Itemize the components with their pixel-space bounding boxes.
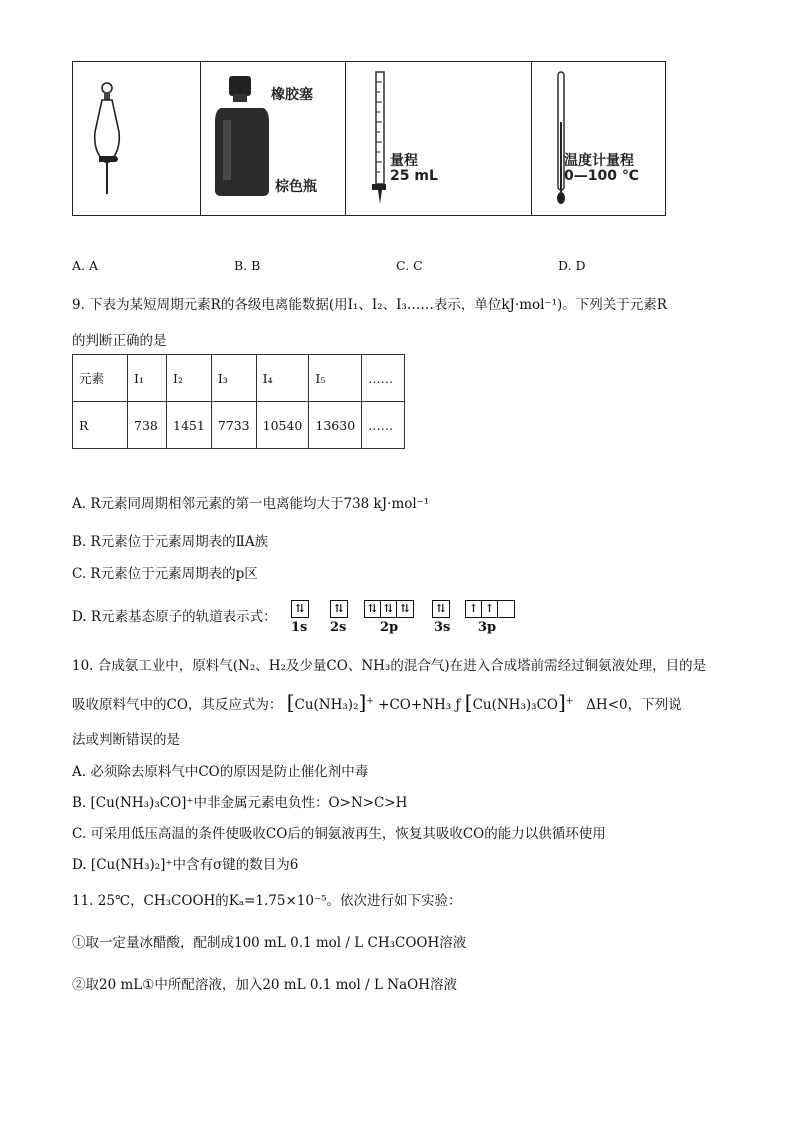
q11-stem: 11. 25℃，CH₃COOH的Kₐ=1.75×10⁻⁵。依次进行如下实验： — [72, 893, 462, 909]
q9-option-c: C. R元素位于元素周期表的p区 — [72, 566, 258, 582]
table-cell: 738 — [128, 402, 167, 449]
q10-stem-3: 法或判断错误的是 — [72, 732, 180, 748]
q10-stem-1: 10. 合成氨工业中，原料气(N₂、H₂及少量CO、NH₃的混合气)在进入合成塔前需经过铜氨液处理，目的是 — [72, 658, 707, 674]
q8-option-b: B. B — [234, 258, 261, 273]
q8-option-c: C. C — [396, 258, 423, 273]
orbital-2p: ⇅ ⇅ ⇅ — [364, 600, 414, 618]
q9-option-a: A. R元素同周期相邻元素的第一电离能均大于738 kJ·mol⁻¹ — [72, 496, 430, 512]
range-label: 量程 — [390, 153, 418, 169]
table-row — [73, 402, 405, 449]
stopper-label: 橡胶塞 — [271, 87, 313, 103]
equation-middle: +CO+NH₃ ƒ — [378, 697, 465, 713]
q9-option-d: D. R元素基态原子的轨道表示式： — [72, 609, 277, 625]
table-header-cell: 元素 — [73, 355, 128, 402]
equipment-cell-d — [532, 62, 665, 215]
table-header-cell: I₁ — [128, 355, 167, 402]
table-cell: 10540 — [256, 402, 309, 449]
table-cell: 7733 — [211, 402, 256, 449]
equipment-cell-a — [73, 62, 201, 215]
q9-stem-1: 9. 下表为某短周期元素R的各级电离能数据(用I₁、I₂、I₃……表示，单位kJ·mol⁻¹)。下列关于元素R — [72, 297, 667, 313]
thermometer-range-value: 0—100 ℃ — [564, 168, 639, 184]
q10-stem-2-text: 吸收原料气中的CO，其反应式为： — [72, 697, 283, 713]
range-value: 25 mL — [390, 168, 438, 184]
q11-step-2: ②取20 mL①中所配溶液，加入20 mL 0.1 mol / L NaOH溶液 — [72, 977, 457, 993]
thermometer-icon — [544, 62, 584, 215]
separatory-funnel-icon — [73, 62, 201, 215]
q10-stem-2: 吸收原料气中的CO，其反应式为： [Cu(NH₃)₂]+ +CO+NH₃ ƒ [Cu(NH₃)₃CO]+ ΔH<0，下列说 — [72, 690, 682, 714]
orbital-3p: ↑ ↑ — [465, 600, 515, 618]
q8-option-d: D. D — [558, 258, 586, 273]
table-header-cell: I₅ — [309, 355, 362, 402]
orbital-label-3s: 3s — [434, 620, 451, 635]
table-header-row — [73, 355, 405, 402]
table-cell: …… — [362, 402, 405, 449]
equipment-cell-b — [201, 62, 346, 215]
equipment-table — [72, 61, 666, 216]
orbital-label-3p: 3p — [478, 620, 497, 635]
table-header-cell: I₃ — [211, 355, 256, 402]
q11-step-1: ①取一定量冰醋酸，配制成100 mL 0.1 mol / L CH₃COOH溶液 — [72, 935, 467, 951]
orbital-label-2p: 2p — [380, 620, 399, 635]
ionization-energy-table — [72, 354, 405, 449]
orbital-label-1s: 1s — [291, 620, 308, 635]
q9-option-b: B. R元素位于元素周期表的ⅡA族 — [72, 534, 269, 550]
q10-option-a: A. 必须除去原料气中CO的原因是防止催化剂中毒 — [72, 764, 369, 780]
bottle-label: 棕色瓶 — [275, 179, 317, 195]
table-cell: 13630 — [309, 402, 362, 449]
equipment-cell-c — [346, 62, 532, 215]
orbital-3s: ⇅ — [432, 600, 450, 618]
equation-reactant-complex: Cu(NH₃)₂ — [294, 697, 359, 713]
table-cell: 1451 — [167, 402, 212, 449]
table-header-cell: …… — [362, 355, 405, 402]
table-cell: R — [73, 402, 128, 449]
orbital-label-2s: 2s — [330, 620, 347, 635]
equation-condition: ΔH<0，下列说 — [586, 697, 682, 713]
orbital-1s: ⇅ — [291, 600, 309, 618]
table-header-cell: I₂ — [167, 355, 212, 402]
thermometer-range-label: 温度计量程 — [564, 153, 634, 169]
q10-option-b: B. [Cu(NH₃)₃CO]⁺中非金属元素电负性：O>N>C>H — [72, 795, 408, 811]
q8-option-a: A. A — [72, 258, 99, 273]
orbital-2s: ⇅ — [330, 600, 348, 618]
burette-icon — [356, 62, 416, 215]
q9-stem-2: 的判断正确的是 — [72, 333, 167, 349]
q10-option-c: C. 可采用低压高温的条件使吸收CO后的铜氨液再生，恢复其吸收CO的能力以供循环使用 — [72, 826, 606, 842]
q10-option-d: D. [Cu(NH₃)₂]⁺中含有σ键的数目为6 — [72, 857, 299, 873]
equation-product-complex: Cu(NH₃)₃CO — [472, 697, 558, 713]
table-header-cell: I₄ — [256, 355, 309, 402]
